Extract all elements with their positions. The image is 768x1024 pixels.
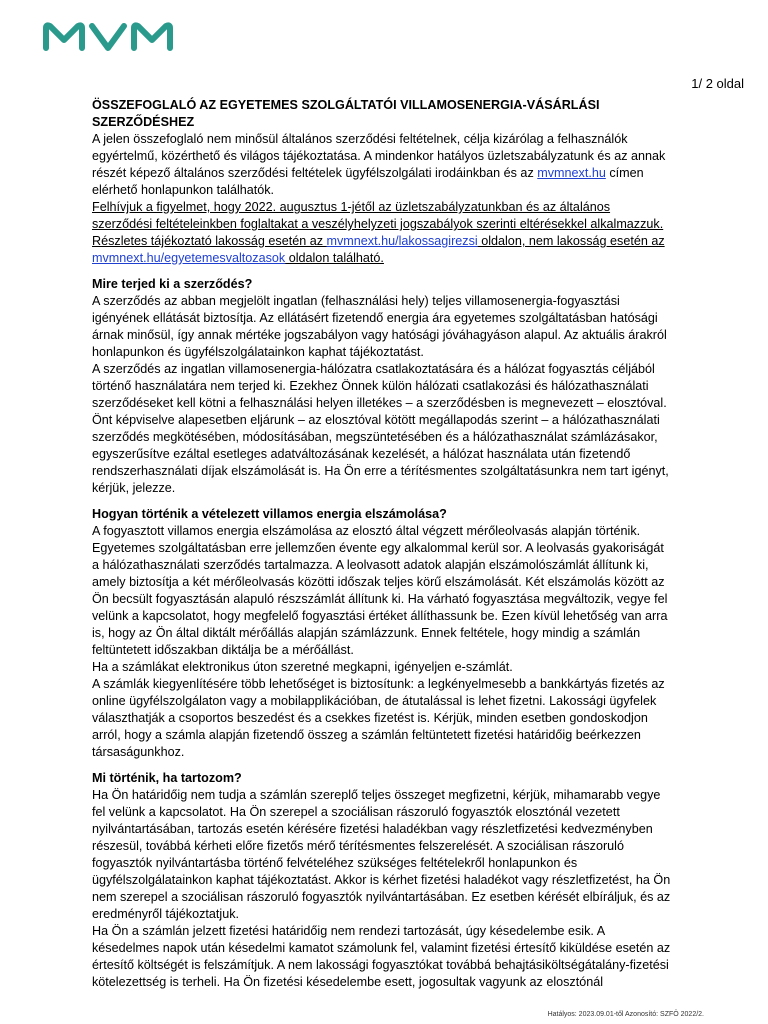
section-debt-paragraph-1: Ha Ön határidőig nem tudja a számlán szereplő teljes összeget megfizetni, kérjük, mihamarabb vegye fel velünk a kapcsolatot. Ha Ön szerepel a szociálisan rászoruló fogyasztók elosztónál vezetett nyilvántartásában, tartozás esetén kérésére fizetési haladékban vagy részletfizetési kedvezményben részesül, továbbá kérheti előre fizetős mérő térítésmentes felszerelését. A szociálisan rászoruló fogyasztók nyilvántartásba történő felvételéhez szükséges feltételekről honlapunkon és ügyfélszolgálatainkon kaphat tájékoztatást. Akkor is kérhet fizetési haladékot vagy részletfizetést, ha Ön nem szerepel a szociálisan rászoruló fogyasztók nyilvántartásában. Ez esetben kérését elbíráljuk, és az eredményről tájékoztatjuk.	[92, 788, 671, 921]
section-scope-paragraph-2: A szerződés az ingatlan villamosenergia-hálózatra csatlakoztatására és a hálózat fogyasztás céljából történő használatára nem terjed ki. Ezekhez Önnek külön hálózati csatlakozási és hálózathasználati szerződéseket kell kötni a felhasználási helyen illetékes – a szerződésben is megnevezett – elosztóval. Önt képviselve alapesetben eljárunk – az elosztóval kötött megállapodás szerint – a hálózathasználati szerződés megkötésében, módosításában, megszüntetésében és a hálózathasználat számlázásakor, egyszerűsítve ezáltal esetleges adatváltozásának kezelését, a hálózat használata után fizetendő rendszerhasználati díjak elszámolását is. Ha Ön erre a térítésmentes szolgáltatásunkra nem tart igényt, kérjük, jelezze.	[92, 362, 669, 495]
section-heading-billing: Hogyan történik a vételezett villamos energia elszámolása?	[92, 507, 447, 521]
section-heading-scope: Mire terjed ki a szerződés?	[92, 277, 253, 291]
section-billing-paragraph-3: A számlák kiegyenlítésére több lehetőséget is biztosítunk: a legkényelmesebb a bankkártyás fizetés az online ügyfélszolgálaton vagy a mobilapplikációban, de átutalással is lehet fizetni. Lakossági ügyfelek választhatják a csoportos beszedést és a csekkes fizetést is. Kérjük, minden esetben gondoskodjon arról, hogy a számla alapján fizetendő összeg a számlán feltüntetett fizetési határidőig beérkezzen társaságunkhoz.	[92, 677, 665, 759]
section-billing-paragraph-1: A fogyasztott villamos energia elszámolása az elosztó által végzett mérőleolvasás alapján történik. Egyetemes szolgáltatásban erre jellemzően évente egy alkalommal kerül sor. A leolvasás gyakoriságát a hálózathasználati szerződés tartalmazza. A leolvasott adatok alapján elszámolószámlát állítunk ki, amely biztosítja a két mérőleolvasás közötti időszak teljes körű elszámolását. Két elszámolás között az Ön becsült fogyasztásán alapuló részszámlát állítunk ki. Ha várható fogyasztása megváltozik, vegye fel velünk a kapcsolatot, hogy megfelelő fogyasztási értéket állíthassunk be. Ezen kívül lehetőség van arra is, hogy az Ön által diktált mérőállás alapján számlázzunk. Ennek feltétele, hogy mindig a számlán feltüntetett időszakban diktálja be a mérőállást.	[92, 524, 668, 657]
page-number: 1/ 2 oldal	[691, 76, 744, 91]
section-scope-paragraph-1: A szerződés az abban megjelölt ingatlan (felhasználási hely) teljes villamosenergia-fogyasztási igényének ellátását biztosítja. Az ellátásért fizetendő energia ára egyetemes szolgáltatásban hatósági árnak minősül, így annak mértéke jogszabályon vagy hatósági jóváhagyáson alapul. Az aktuális árakról honlapunkon és ügyfélszolgálatainkon kaphat tájékoztatást.	[92, 294, 667, 359]
footer-validity: Hatályos: 2023.09.01-től Azonosító: SZFÖ 2022/2.	[547, 1011, 704, 1018]
section-heading-debt: Mi történik, ha tartozom?	[92, 771, 242, 785]
mvmnext-link[interactable]: mvmnext.hu	[537, 166, 606, 180]
intro-paragraph: A jelen összefoglaló nem minősül általános szerződési feltételnek, célja kizárólag a felhasználók egyértelmű, közérthető és világos tájékoztatása. A mindenkor hatályos üzletszabályzatunk és az annak részét képező általános szerződési feltételek ügyfélszolgálati irodáinkban és az mvmnext.hu címen elérhető honlapunkon találhatók.	[92, 132, 666, 197]
document-body	[92, 97, 672, 991]
notice-paragraph: Felhívjuk a figyelmet, hogy 2022. augusztus 1-jétől az üzletszabályzatunkban és az általános szerződési feltételeinkben foglaltakat a veszélyhelyzeti jogszabályok szerinti eltérésekkel alkalmazzuk. Részletes tájékoztató lakosság esetén az mvmnext.hu/lakossagirezsi oldalon, nem lakosság esetén az mvmnext.hu/egyetemesvaltozasok oldalon található.	[92, 200, 665, 265]
egyetemesvaltozasok-link[interactable]: mvmnext.hu/egyetemesvaltozasok	[92, 251, 286, 265]
section-billing-paragraph-2: Ha a számlákat elektronikus úton szeretné megkapni, igényeljen e-számlát.	[92, 660, 513, 674]
lakossagirezsi-link[interactable]: mvmnext.hu/lakossagirezsi	[326, 234, 478, 248]
document-title: ÖSSZEFOGLALÓ AZ EGYETEMES SZOLGÁLTATÓI VILLAMOSENERGIA-VÁSÁRLÁSI SZERZŐDÉSHEZ	[92, 98, 600, 129]
section-debt-paragraph-2: Ha Ön a számlán jelzett fizetési határidőig nem rendezi tartozását, úgy késedelembe esik. A késedelmes napok után késedelmi kamatot számolunk fel, valamint fizetési értesítő kiküldése esetén az értesítő költségét is felszámítjuk. A nem lakossági fogyasztókat továbbá behajtásiköltségátalány-fizetési kötelezettség is terheli. Ha Ön fizetési késedelembe esett, jogosultak vagyunk az elosztónál	[92, 924, 671, 989]
mvm-logo	[42, 20, 174, 52]
